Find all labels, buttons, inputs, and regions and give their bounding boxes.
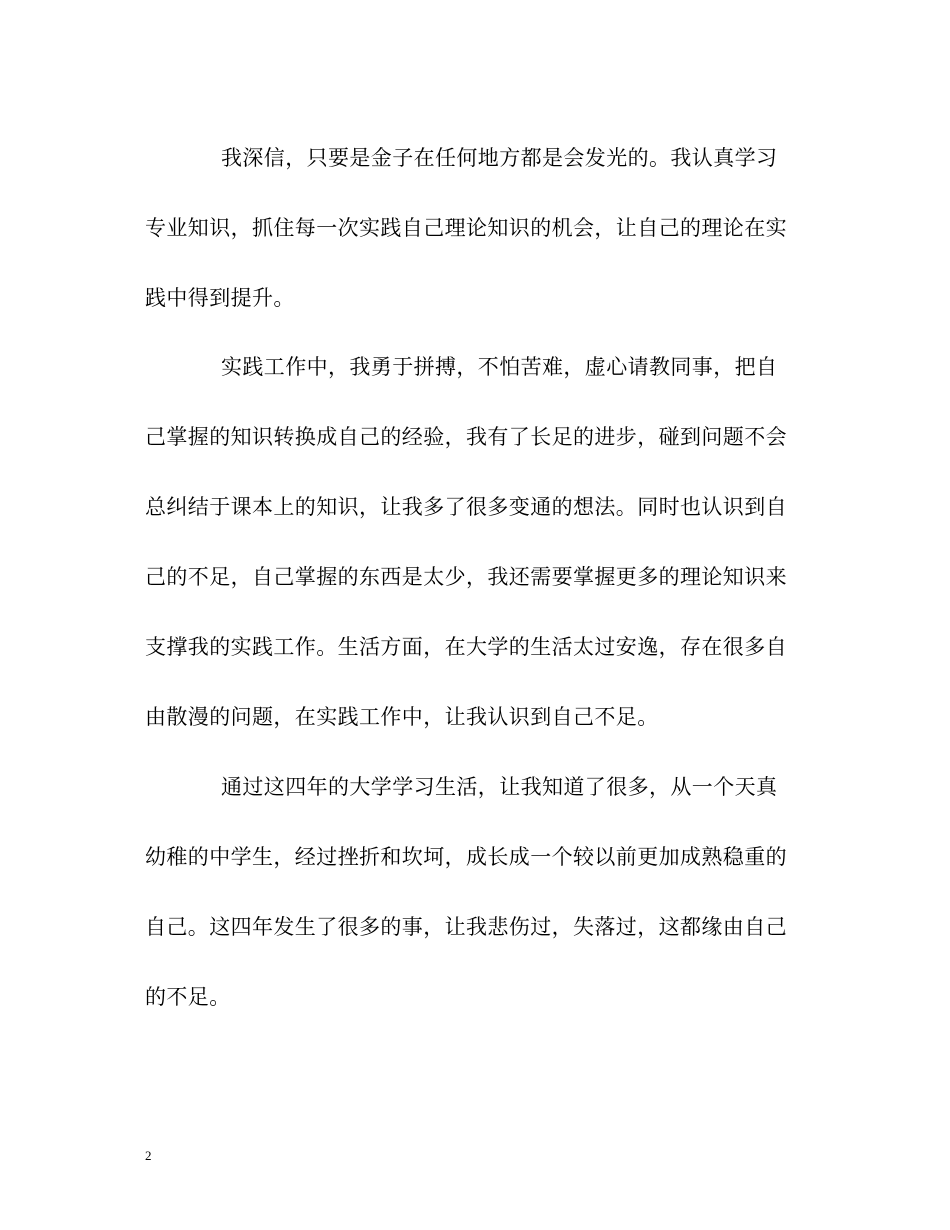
paragraph-3-line-1: 通过这四年的大学学习生活，让我知道了很多，从一个天真 [221, 775, 778, 799]
paragraph-2-line-4: 己的不足，自己掌握的东西是太少，我还需要掌握更多的理论知识来 [145, 565, 787, 589]
paragraph-2-line-1: 实践工作中，我勇于拼搏，不怕苦难，虚心请教同事，把自 [221, 355, 778, 379]
paragraph-2-line-3: 总纠结于课本上的知识，让我多了很多变通的想法。同时也认识到自 [145, 495, 787, 519]
paragraph-1-line-3: 践中得到提升。 [145, 286, 295, 310]
paragraph-1-line-1: 我深信，只要是金子在任何地方都是会发光的。我认真学习 [221, 146, 778, 170]
paragraph-3-line-4: 的不足。 [145, 985, 231, 1009]
paragraph-2-line-5: 支撑我的实践工作。生活方面，在大学的生活太过安逸，存在很多自 [145, 635, 787, 659]
paragraph-3-line-2: 幼稚的中学生，经过挫折和坎坷，成长成一个较以前更加成熟稳重的 [145, 845, 787, 869]
paragraph-1-line-2: 专业知识，抓住每一次实践自己理论知识的机会，让自己的理论在实 [145, 216, 787, 240]
paragraph-3-line-3: 自己。这四年发生了很多的事，让我悲伤过，失落过，这都缘由自己 [145, 915, 787, 939]
page-number: 2 [145, 1148, 152, 1163]
paragraph-2-line-6: 由散漫的问题，在实践工作中，让我认识到自己不足。 [145, 705, 659, 729]
paragraph-2-line-2: 己掌握的知识转换成自己的经验，我有了长足的进步，碰到问题不会 [145, 425, 787, 449]
